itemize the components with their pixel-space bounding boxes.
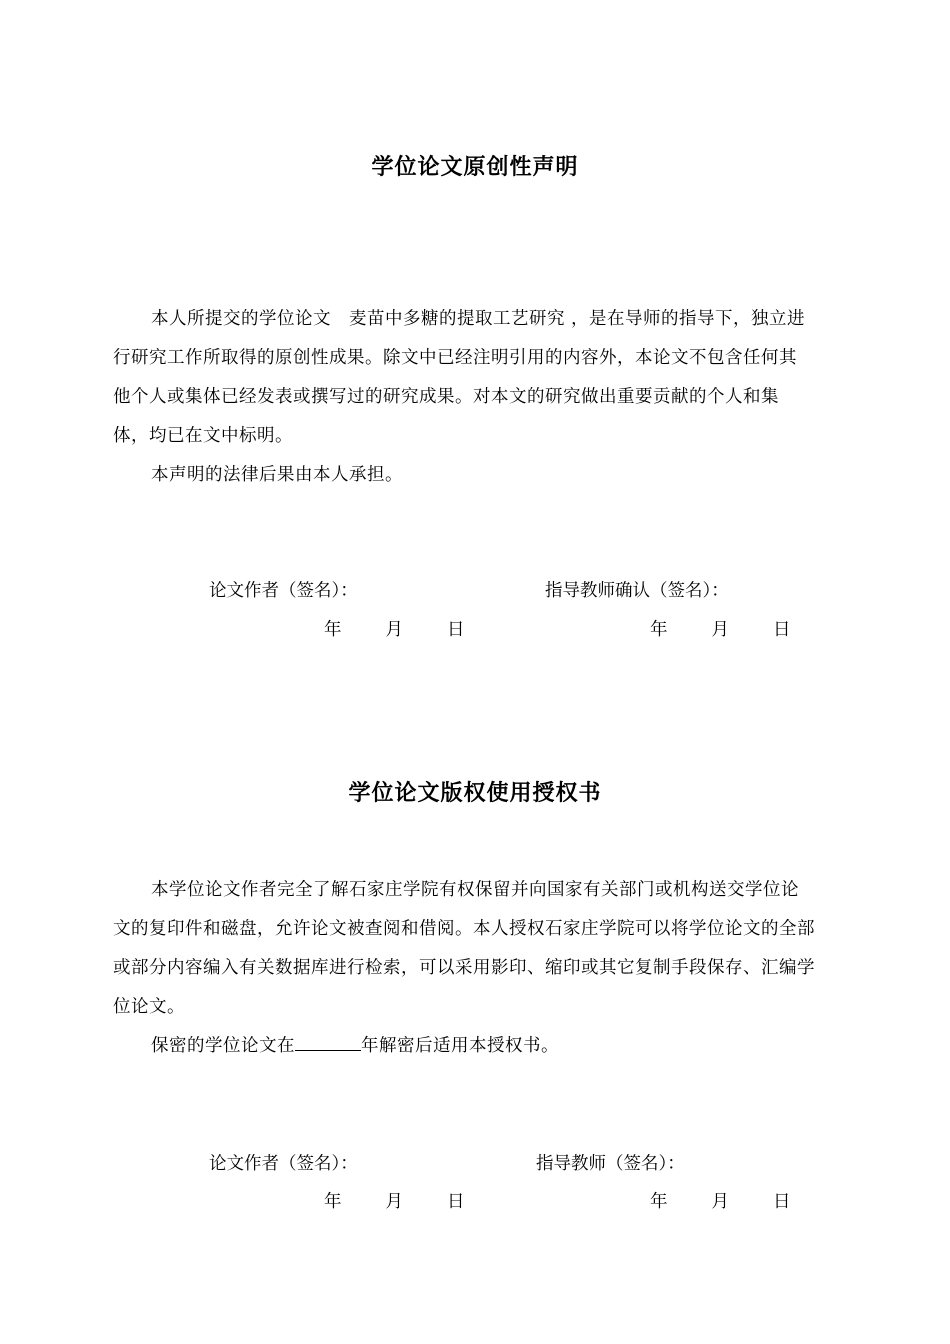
declaration-author-signature-label: 论文作者（签名）：	[209, 581, 358, 601]
declaration-title: 学位论文原创性声明	[371, 155, 579, 180]
declaration-advisor-date	[650, 616, 791, 641]
declaration-advisor-signature-label: 指导教师确认（签名）：	[545, 581, 729, 601]
declaration-line-1: 本人所提交的学位论文 麦苗中多糖的提取工艺研究 ，是在导师的指导下，独立进	[151, 309, 806, 329]
month-label: 月	[711, 620, 729, 640]
declaration-liability: 本声明的法律后果由本人承担。	[151, 465, 403, 485]
day-label: 日	[773, 620, 791, 640]
authorization-author-date	[324, 1188, 465, 1213]
secret-suffix: 年解密后适用本授权书。	[361, 1036, 559, 1056]
authorization-line-1: 本学位论文作者完全了解石家庄学院有权保留并向国家有关部门或机构送交学位论	[151, 880, 799, 900]
declaration-line-2: 行研究工作所取得的原创性成果。除文中已经注明引用的内容外，本论文不包含任何其	[113, 348, 797, 368]
month-label: 月	[385, 1192, 403, 1212]
declaration-line-3: 他个人或集体已经发表或撰写过的研究成果。对本文的研究做出重要贡献的个人和集	[113, 387, 779, 407]
year-label: 年	[324, 620, 342, 640]
year-label: 年	[650, 1192, 668, 1212]
declaration-author-date	[324, 616, 465, 641]
authorization-line-4: 位论文。	[113, 997, 185, 1017]
year-label: 年	[650, 620, 668, 640]
authorization-line-3: 或部分内容编入有关数据库进行检索，可以采用影印、缩印或其它复制手段保存、汇编学	[113, 958, 815, 978]
authorization-author-signature-label: 论文作者（签名）：	[209, 1154, 358, 1174]
secret-prefix: 保密的学位论文在	[151, 1036, 295, 1056]
secret-years-blank[interactable]	[295, 1036, 361, 1051]
day-label: 日	[773, 1192, 791, 1212]
authorization-secret-line	[151, 1032, 559, 1057]
day-label: 日	[447, 620, 465, 640]
month-label: 月	[385, 620, 403, 640]
authorization-title: 学位论文版权使用授权书	[348, 781, 602, 806]
day-label: 日	[447, 1192, 465, 1212]
authorization-advisor-date	[650, 1188, 791, 1213]
authorization-advisor-signature-label: 指导教师（签名）：	[536, 1154, 685, 1174]
month-label: 月	[711, 1192, 729, 1212]
year-label: 年	[324, 1192, 342, 1212]
declaration-line-4: 体，均已在文中标明。	[113, 426, 293, 446]
authorization-line-2: 文的复印件和磁盘，允许论文被查阅和借阅。本人授权石家庄学院可以将学位论文的全部	[113, 919, 815, 939]
